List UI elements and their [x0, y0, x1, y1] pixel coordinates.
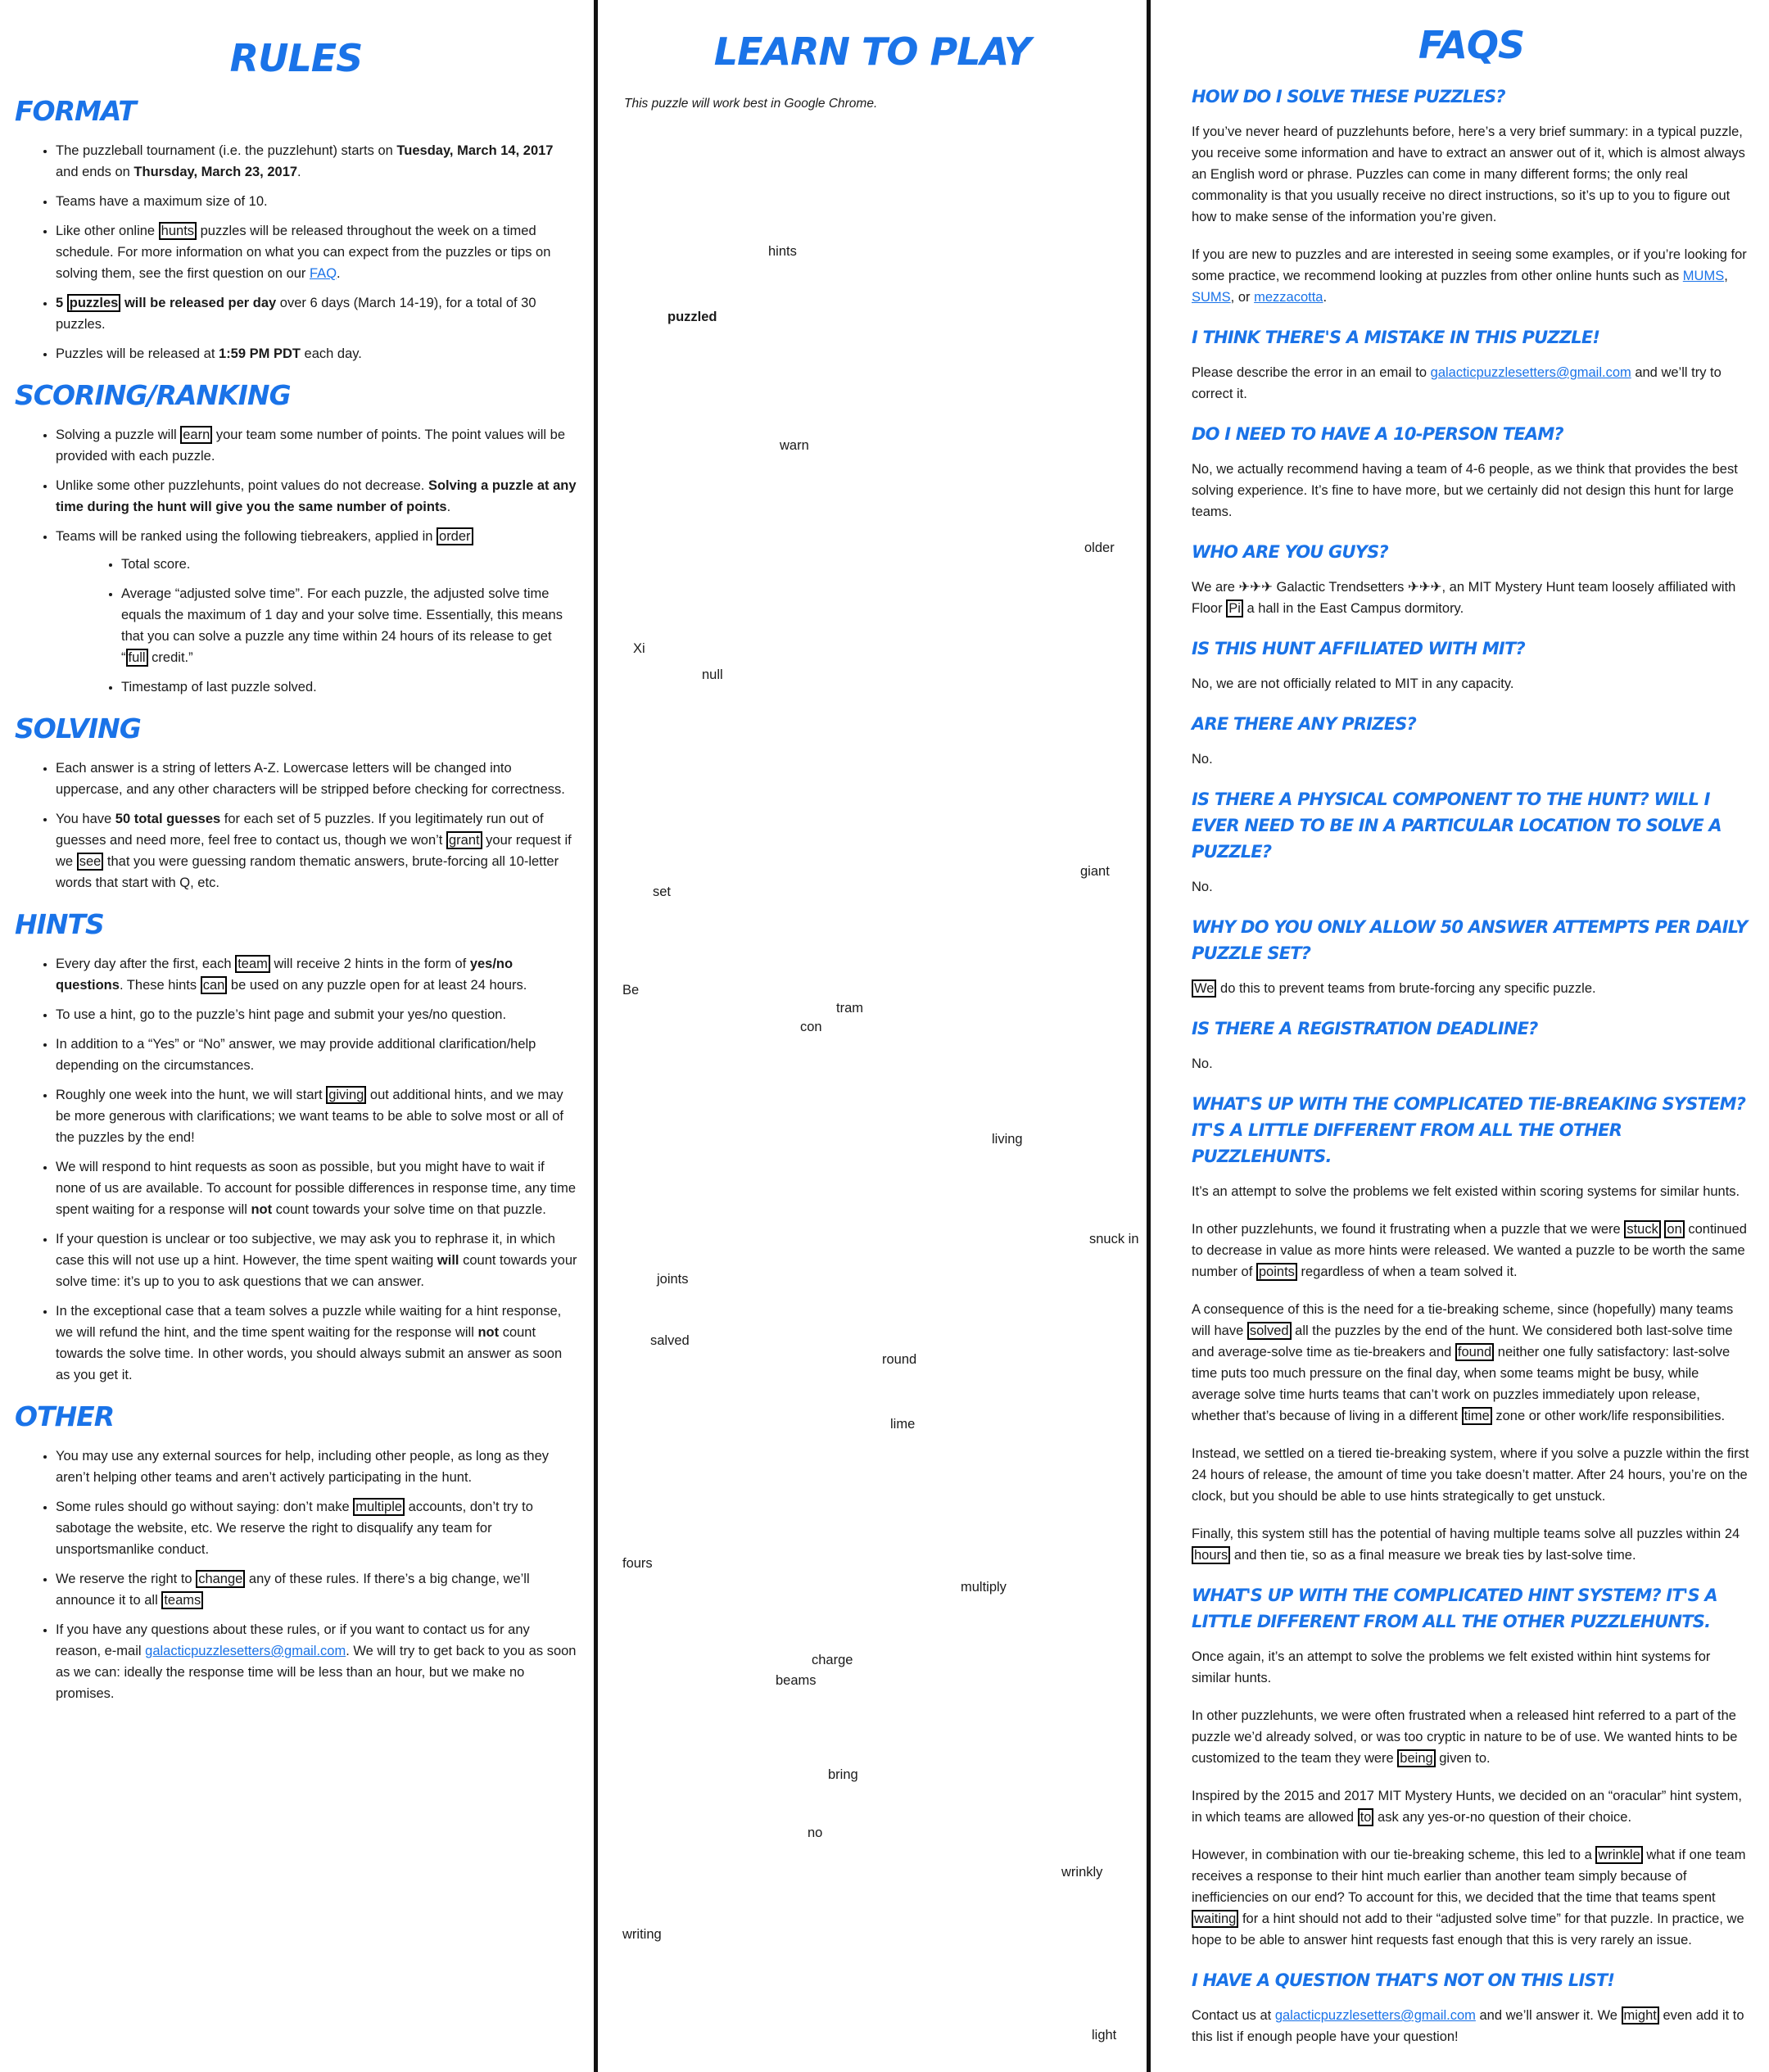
- faq-answer: No.: [1192, 1056, 1213, 1071]
- section-heading: SCORING/RANKING: [15, 379, 291, 411]
- link[interactable]: galacticpuzzlesetters@gmail.com: [1430, 365, 1631, 380]
- scattered-word: hints: [768, 244, 797, 259]
- section-heading: SOLVING: [15, 713, 141, 744]
- faq-question: I HAVE A QUESTION THAT'S NOT ON THIS LIST!: [1192, 1970, 1615, 1990]
- rule-list: [15, 140, 577, 364]
- tiebreaker-list: [56, 554, 577, 698]
- faq-answer: A consequence of this is the need for a tie-breaking scheme, since (hopefully) many teams will have solved all the puzzles by the end of the hunt. We considered both last-solve time and average-solve time as tie-breakers and found neither one fully satisfactory: last-solve time puts too much pressure on the final day, when some teams might be busy, while average solve time hurts teams that can’t work on puzzles immediately upon release, whether that’s because of living in a different time zone or other work/life responsibilities.: [1192, 1302, 1734, 1423]
- scattered-word: fours: [622, 1556, 653, 1571]
- faq-answer: However, in combination with our tie-breaking scheme, this led to a wrinkle what if one team receives a response to their hint much earlier than another team simply because of inefficiencies on our end? To account for this, we decided that the time that teams spent waiting for a hint should not add to their “adjusted solve time” for that puzzle. In practice, we hope to be able to answer hint requests fast enough that this is very rarely an issue.: [1192, 1848, 1746, 1948]
- rule-item: • Each answer is a string of letters A-Z. Lowercase letters will be changed into uppercase, and any other characters will be stripped before checking for correctness.: [56, 758, 577, 800]
- faq-answer: Instead, we settled on a tiered tie-breaking system, where if you solve a puzzle within the first 24 hours of release, the amount of time you take doesn’t matter. After 24 hours, you’re on the clock, but you should be able to use hints strategically to get unstuck.: [1192, 1446, 1749, 1504]
- rule-item: • Roughly one week into the hunt, we will start giving out additional hints, and we may be more generous with clarifications; we want teams to be able to solve most or all of the puzzles by the end!: [56, 1084, 577, 1148]
- faq-question: IS THERE A PHYSICAL COMPONENT TO THE HUNT? WILL I EVER NEED TO BE IN A PARTICULAR LOCATION TO SOLVE A PUZZLE?: [1192, 789, 1721, 862]
- rule-item: • In the exceptional case that a team solves a puzzle while waiting for a hint response, we will refund the hint, and the time spent waiting for the response will not count towards the solve time. In other words, you should always submit an answer as soon as you get it.: [56, 1301, 577, 1386]
- faq-question: HOW DO I SOLVE THESE PUZZLES?: [1192, 87, 1505, 106]
- rule-item: • Some rules should go without saying: don’t make multiple accounts, don’t try to sabotage the website, etc. We reserve the right to disqualify any team for unsportsmanlike conduct.: [56, 1496, 577, 1560]
- section-heading: OTHER: [15, 1400, 115, 1432]
- link[interactable]: MUMS: [1682, 269, 1725, 283]
- boxed-word: see: [77, 853, 104, 871]
- boxed-word: on: [1664, 1220, 1684, 1238]
- rule-item: • Teams have a maximum size of 10.: [56, 191, 577, 212]
- rule-item: • Puzzles will be released at 1:59 PM PDT each day.: [56, 343, 577, 364]
- rules-title: RULES: [229, 36, 363, 80]
- faq-question: ARE THERE ANY PRIZES?: [1192, 714, 1416, 734]
- rule-list: [15, 1445, 577, 1704]
- boxed-word: solved: [1247, 1322, 1292, 1340]
- faqs-column: [1151, 0, 1769, 2072]
- rule-item: • You have 50 total guesses for each set of 5 puzzles. If you legitimately run out of guesses and need more, feel free to contact us, though we won’t grant your request if we see that you were guessing random thematic answers, brute-forcing all 10-letter words that start with Q, etc.: [56, 808, 577, 893]
- boxed-word: hunts: [159, 222, 197, 240]
- rule-item: • If you have any questions about these rules, or if you want to contact us for any reason, e-mail galacticpuzzlesetters@gmail.com. We will try to get back to you as soon as we can: ideally the response time will be less than an hour, but we make no promises.: [56, 1619, 577, 1704]
- scattered-word: set: [653, 884, 672, 899]
- boxed-word: stuck: [1624, 1220, 1661, 1238]
- faq-answer: No, we are not officially related to MIT in any capacity.: [1192, 676, 1514, 691]
- boxed-word: earn: [180, 426, 212, 444]
- boxed-word: order: [437, 527, 473, 545]
- rule-item: • Every day after the first, each team will receive 2 hints in the form of yes/no questions. These hints can be used on any puzzle open for at least 24 hours.: [56, 953, 577, 996]
- browser-note: This puzzle will work best in Google Chrome.: [624, 97, 878, 111]
- faq-question: IS THERE A REGISTRATION DEADLINE?: [1192, 1019, 1538, 1038]
- learn-column: [594, 0, 1151, 2072]
- boxed-word: wrinkle: [1595, 1846, 1642, 1864]
- rule-item: • If your question is unclear or too subjective, we may ask you to rephrase it, in which case this will not use up a hint. However, the time spent waiting will count towards your solve time: it’s up to you to ask questions that we can answer.: [56, 1228, 577, 1292]
- rule-item: • Solving a puzzle will earn your team some number of points. The point values will be provided with each puzzle.: [56, 424, 577, 467]
- rule-item: • Teams will be ranked using the following tiebreakers, applied in order • Total score. • Average “adjusted solve time”. For each puzzle, the adjusted solve time equals the maximum of 1 day and your solve time. Essentially, this means that you can solve a puzzle any time within 24 hours of its release to get “ full credit.” • Timestamp of last puzzle solved.: [56, 526, 577, 698]
- faq-body: [1192, 84, 1751, 2047]
- link[interactable]: galacticpuzzlesetters@gmail.com: [145, 1644, 346, 1658]
- rule-item: • We will respond to hint requests as soon as possible, but you might have to wait if none of us are available. To account for possible differences in response time, any time spent waiting for a response will not count towards your solve time on that puzzle.: [56, 1156, 577, 1220]
- link[interactable]: mezzacotta: [1254, 290, 1323, 305]
- boxed-word: can: [201, 976, 228, 994]
- scattered-word: null: [702, 667, 723, 682]
- boxed-word: hours: [1192, 1546, 1230, 1564]
- scattered-word: living: [992, 1132, 1023, 1147]
- boxed-word: change: [196, 1570, 245, 1588]
- rule-item: • We reserve the right to change any of these rules. If there’s a big change, we’ll announce it to all teams: [56, 1568, 577, 1611]
- faq-question: WHY DO YOU ONLY ALLOW 50 ANSWER ATTEMPTS PER DAILY PUZZLE SET?: [1192, 917, 1748, 963]
- faq-answer: In other puzzlehunts, we found it frustrating when a puzzle that we were stuck on continued to decrease in value as more hints were released. We wanted a puzzle to be worth the same number of points regardless of when a team solved it.: [1192, 1222, 1747, 1279]
- faq-answer: If you’ve never heard of puzzlehunts before, here’s a very brief summary: in a typical puzzle, you receive some information and have to extract an answer out of it, which is almost always an English word or phrase. Puzzles can come in many different forms; the only real commonality is that you usually receive no direct instructions, so it’s up to you to figure out how to make sense of the information you’re given.: [1192, 124, 1745, 224]
- scattered-word: wrinkly: [1061, 1865, 1103, 1880]
- faq-answer: Finally, this system still has the potential of having multiple teams solve all puzzles within 24 hours and then tie, so as a final measure we break ties by last-solve time.: [1192, 1527, 1740, 1563]
- scattered-word: warn: [780, 438, 809, 453]
- rules-column: [0, 0, 594, 2072]
- scattered-word: snuck in: [1089, 1232, 1139, 1246]
- faq-answer: Inspired by the 2015 and 2017 MIT Mystery Hunts, we decided on an “oracular” hint system, in which teams are allowed to ask any yes-or-no question of their choice.: [1192, 1789, 1742, 1825]
- faq-question: IS THIS HUNT AFFILIATED WITH MIT?: [1192, 639, 1525, 658]
- scattered-word: round: [882, 1352, 917, 1367]
- faq-answer: No.: [1192, 752, 1213, 767]
- boxed-word: points: [1256, 1263, 1297, 1281]
- scattered-word: salved: [650, 1333, 690, 1348]
- tiebreaker-item: • Total score.: [121, 554, 577, 575]
- faq-answer: No, we actually recommend having a team of 4-6 people, as we think that provides the best solving experience. It’s fine to have more, but we certainly did not design this hunt for large teams.: [1192, 462, 1738, 519]
- scattered-word: older: [1084, 541, 1115, 555]
- scattered-word: light: [1092, 2028, 1117, 2043]
- faq-question: DO I NEED TO HAVE A 10-PERSON TEAM?: [1192, 424, 1563, 444]
- faq-answer: It’s an attempt to solve the problems we felt existed within scoring systems for similar hunts.: [1192, 1184, 1740, 1199]
- scattered-word: puzzled: [667, 310, 717, 324]
- faqs-title: FAQS: [1418, 23, 1525, 67]
- boxed-word: multiple: [353, 1498, 405, 1516]
- faq-question: WHAT'S UP WITH THE COMPLICATED TIE-BREAKING SYSTEM? IT'S A LITTLE DIFFERENT FROM ALL THE OTHER PUZZLEHUNTS.: [1192, 1094, 1746, 1166]
- faq-answer: Contact us at galacticpuzzlesetters@gmail.com and we’ll answer it. We might even add it to this list if enough people have your question!: [1192, 2008, 1744, 2044]
- boxed-word: might: [1622, 2006, 1659, 2024]
- rule-list: [15, 424, 577, 698]
- scattered-word: con: [800, 1020, 822, 1034]
- faq-answer: In other puzzlehunts, we were often frustrated when a released hint referred to a part of the puzzle we’d already solved, or was too cryptic in nature to be of use. We wanted hints to be customized to the team they were being given to.: [1192, 1708, 1738, 1766]
- rule-item: • To use a hint, go to the puzzle’s hint page and submit your yes/no question.: [56, 1004, 577, 1025]
- faq-question: WHO ARE YOU GUYS?: [1192, 542, 1388, 562]
- boxed-word: full: [126, 649, 148, 667]
- boxed-word: We: [1192, 979, 1216, 998]
- boxed-word: team: [235, 955, 270, 973]
- tiebreaker-item: • Timestamp of last puzzle solved.: [121, 676, 577, 698]
- rule-item: • In addition to a “Yes” or “No” answer, we may provide additional clarification/help depending on the circumstances.: [56, 1034, 577, 1076]
- rule-list: [15, 953, 577, 1386]
- learn-title: LEARN TO PLAY: [713, 29, 1031, 74]
- scattered-word: Xi: [633, 641, 645, 656]
- rule-item: • The puzzleball tournament (i.e. the puzzlehunt) starts on Tuesday, March 14, 2017 and ends on Thursday, March 23, 2017.: [56, 140, 577, 183]
- boxed-word: found: [1455, 1343, 1494, 1361]
- boxed-word: puzzles: [67, 294, 121, 312]
- boxed-word: to: [1358, 1808, 1374, 1826]
- boxed-word: Pi: [1226, 599, 1243, 618]
- scattered-word: writing: [622, 1927, 662, 1942]
- boxed-word: giving: [326, 1086, 366, 1104]
- scattered-word: joints: [657, 1272, 689, 1287]
- boxed-word: time: [1462, 1407, 1492, 1425]
- rule-list: [15, 758, 577, 893]
- faq-answer: No.: [1192, 880, 1213, 894]
- scattered-word: bring: [828, 1767, 858, 1782]
- scattered-word: lime: [890, 1417, 916, 1432]
- boxed-word: teams: [161, 1591, 203, 1609]
- scattered-word: giant: [1080, 864, 1110, 879]
- boxed-word: being: [1397, 1749, 1435, 1767]
- faq-answer: Please describe the error in an email to galacticpuzzlesetters@gmail.com and we’ll try to correct it.: [1192, 365, 1721, 401]
- faq-answer: We are ✈✈✈ Galactic Trendsetters ✈✈✈, an MIT Mystery Hunt team loosely affiliated with Floor Pi a hall in the East Campus dormitory.: [1192, 580, 1736, 616]
- boxed-word: grant: [446, 831, 482, 849]
- tiebreaker-item: • Average “adjusted solve time”. For each puzzle, the adjusted solve time equals the maximum of 1 day and your solve time. Essentially, this means that you can solve a puzzle any time within 24 hours of its release to get “ full credit.”: [121, 583, 577, 668]
- faq-answer: We do this to prevent teams from brute-forcing any specific puzzle.: [1192, 978, 1751, 999]
- faq-question: WHAT'S UP WITH THE COMPLICATED HINT SYSTEM? IT'S A LITTLE DIFFERENT FROM ALL THE OTHER PUZZLEHUNTS.: [1192, 1586, 1717, 1631]
- section-heading: HINTS: [15, 908, 104, 940]
- link[interactable]: SUMS: [1192, 290, 1231, 305]
- rule-item: • Like other online hunts puzzles will be released throughout the week on a timed schedule. For more information on what you can expect from the puzzles or tips on solving them, see the first question on our FAQ.: [56, 220, 577, 284]
- scattered-word: beams: [776, 1673, 817, 1688]
- link[interactable]: galacticpuzzlesetters@gmail.com: [1274, 2008, 1476, 2023]
- link[interactable]: FAQ: [310, 266, 337, 281]
- scattered-word: multiply: [961, 1580, 1007, 1595]
- scattered-word: no: [808, 1825, 823, 1840]
- scattered-word: charge: [812, 1653, 853, 1667]
- scattered-word: Be: [622, 983, 640, 998]
- faq-answer: If you are new to puzzles and are interested in seeing some examples, or if you’re looking for some practice, we recommend looking at puzzles from other online hunts such as MUMS, SUMS, or mezzacotta.: [1192, 247, 1747, 305]
- rules-body: [15, 95, 577, 1704]
- section-heading: FORMAT: [15, 95, 136, 127]
- rule-item: • You may use any external sources for help, including other people, as long as they aren’t helping other teams and aren’t actively participating in the hunt.: [56, 1445, 577, 1488]
- rule-item: • 5 puzzles will be released per day over 6 days (March 14-19), for a total of 30 puzzles.: [56, 292, 577, 335]
- faq-answer: Once again, it’s an attempt to solve the problems we felt existed within hint systems for similar hunts.: [1192, 1649, 1711, 1685]
- scattered-word: tram: [836, 1001, 863, 1016]
- boxed-word: waiting: [1192, 1910, 1238, 1928]
- faq-question: I THINK THERE'S A MISTAKE IN THIS PUZZLE!: [1192, 328, 1600, 347]
- rule-item: • Unlike some other puzzlehunts, point values do not decrease. Solving a puzzle at any time during the hunt will give you the same number of points.: [56, 475, 577, 518]
